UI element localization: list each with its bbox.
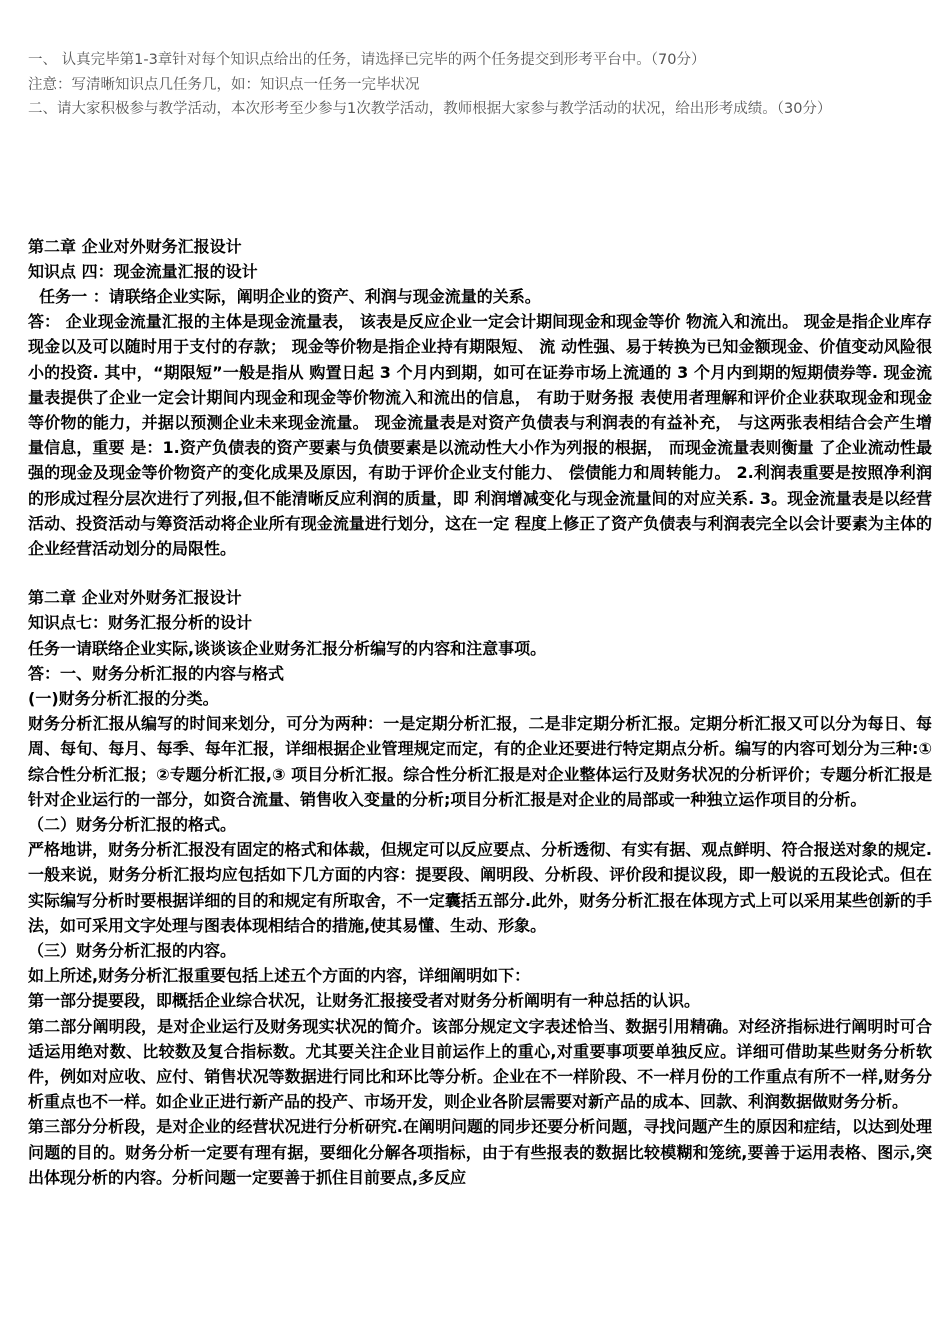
section-financial-analysis [28,585,932,1190]
section-cash-flow [28,234,932,562]
chapter-title: 第二章 企业对外财务汇报设计 [28,236,242,256]
subsection-heading-3: （三）财务分析汇报的内容。 [28,940,237,960]
subsection-heading-1: (一)财务分析汇报的分类。 [28,688,219,708]
knowledge-point-title: 知识点 四：现金流量汇报的设计 [28,261,258,281]
answer-heading: 答：一、财务分析汇报的内容与格式 [28,663,285,683]
section-gap [28,561,932,585]
instructions-block [28,0,932,122]
subsection-text-1: 财务分析汇报从编写的时间来划分，可分为两种：一是定期分析汇报，二是非定期分析汇报。定期分析汇报又可以分为每日、每周、每旬、每月、每季、每年汇报，详细根据企业管理规定而定，有的企业还要进行特定期点分析。编写的内容可划分为三种:① 综合性分析汇报；②专题分析汇报,③ 项目分析汇报。综合性分析汇报是对企业整体运行及财务状况的分析评价；专题分析汇报是针对企业运行的一部分，如资合流量、销售收入变量的分析;项目分析汇报是对企业的局部或一种独立运作项目的分析。 [28,714,932,809]
subsection-heading-2: （二）财务分析汇报的格式。 [28,814,237,834]
instruction-note: 注意：写清晰知识点几任务几，如：知识点一任务一完毕状况 [28,76,420,93]
spacer [28,122,932,234]
content-part-3: 第三部分分析段，是对企业的经营状况进行分析研究.在阐明问题的同步还要分析问题，寻找问题产生的原因和症结，以达到处理问题的目的。财务分析一定要有理有据，要细化分解各项指标，由于有些报表的数据比较模糊和笼统,要善于运用表格、图示,突出体现分析的内容。分析问题一定要善于抓住目前要点,多反应 [28,1117,932,1187]
task-title: 任务一 ：请联络企业实际，阐明企业的资产、利润与现金流量的关系。 [28,286,541,306]
task-title: 任务一请联络企业实际,谈谈该企业财务汇报分析编写的内容和注意事项。 [28,638,547,658]
chapter-title: 第二章 企业对外财务汇报设计 [28,588,242,608]
instruction-line-2: 二、请大家积极参与教学活动，本次形考至少参与1次教学活动，教师根据大家参与教学活动的状况，给出形考成绩。（30分） [28,101,832,117]
document-page [28,0,932,1190]
subsection-text-2: 严格地讲，财务分析汇报没有固定的格式和体裁，但规定可以反应要点、分析透彻、有实有据、观点鲜明、符合报送对象的规定.一般来说，财务分析汇报均应包括如下几方面的内容：提要段、阐明段、分析段、评价段和提议段，即一般说的五段论式。但在实际编写分析时要根据详细的目的和规定有所取舍，不一定囊括五部分.此外，财务分析汇报在体现方式上可以采用某些创新的手法，如可采用文字处理与图表体现相结合的措施,使其易懂、生动、形象。 [28,840,932,935]
content-part-1: 第一部分提要段，即概括企业综合状况，让财务汇报接受者对财务分析阐明有一种总括的认识。 [28,991,701,1011]
knowledge-point-title: 知识点七：财务汇报分析的设计 [28,613,253,633]
instruction-line-1: 一、 认真完毕第1-3章针对每个知识点给出的任务，请选择已完毕的两个任务提交到形考平台中。（70分） [28,52,706,68]
content-intro: 如上所述,财务分析汇报重要包括上述五个方面的内容，详细阐明如下： [28,966,531,986]
answer-paragraph: 答： 企业现金流量汇报的主体是现金流量表， 该表是反应企业一定会计期间现金和现金等价 物流入和流出。 现金是指企业库存现金以及可以随时用于支付的存款； 现金等价物是指企业持有期限短、 流 动性强、易于转换为已知金额现金、价值变动风险很小的投资. 其中，“期限短”一般是指从 购置日起 3 个月内到期，如可在证券市场上流通的 3 个月内到期的短期债券等. 现金流量表提供了企业一定会计期间内现金和现金等价物流入和流出的信息， 有助于财务报 表使用者理解和评价企业获取现金和现金等价物的能力，并据以预测企业未来现金流量。 现金流量表是对资产负债表与利润表的有益补充， 与这两张表相结合会产生增量信息，重要 是：1.资产负债表的资产要素与负债要素是以流动性大小作为列报的根据， 而现金流量表则衡量 了企业流动性最强的现金及现金等价物资产的变化成果及原因，有助于评价企业支付能力、 偿债能力和周转能力。 2.利润表重要是按照净利润的形成过程分层次进行了列报,但不能清晰反应利润的质量，即 利润增减变化与现金流量间的对应关系. 3。现金流量表是以经营活动、投资活动与筹资活动将企业所有现金流量进行划分，这在一定 程度上修正了资产负债表与利润表完全以会计要素为主体的企业经营活动划分的局限性。 [28,312,932,558]
content-part-2: 第二部分阐明段，是对企业运行及财务现实状况的简介。该部分规定文字表述恰当、数据引用精确。对经济指标进行阐明时可合适运用绝对数、比较数及复合指标数。尤其要关注企业目前运作上的重心,对重要事项要单独反应。详细可借助某些财务分析软件，例如对应收、应付、销售状况等数据进行同比和环比等分析。企业在不一样阶段、不一样月份的工作重点有所不一样,财务分析重点也不一样。如企业正进行新产品的投产、市场开发，则企业各阶层需要对新产品的成本、回款、利润数据做财务分析。 [28,1016,932,1112]
